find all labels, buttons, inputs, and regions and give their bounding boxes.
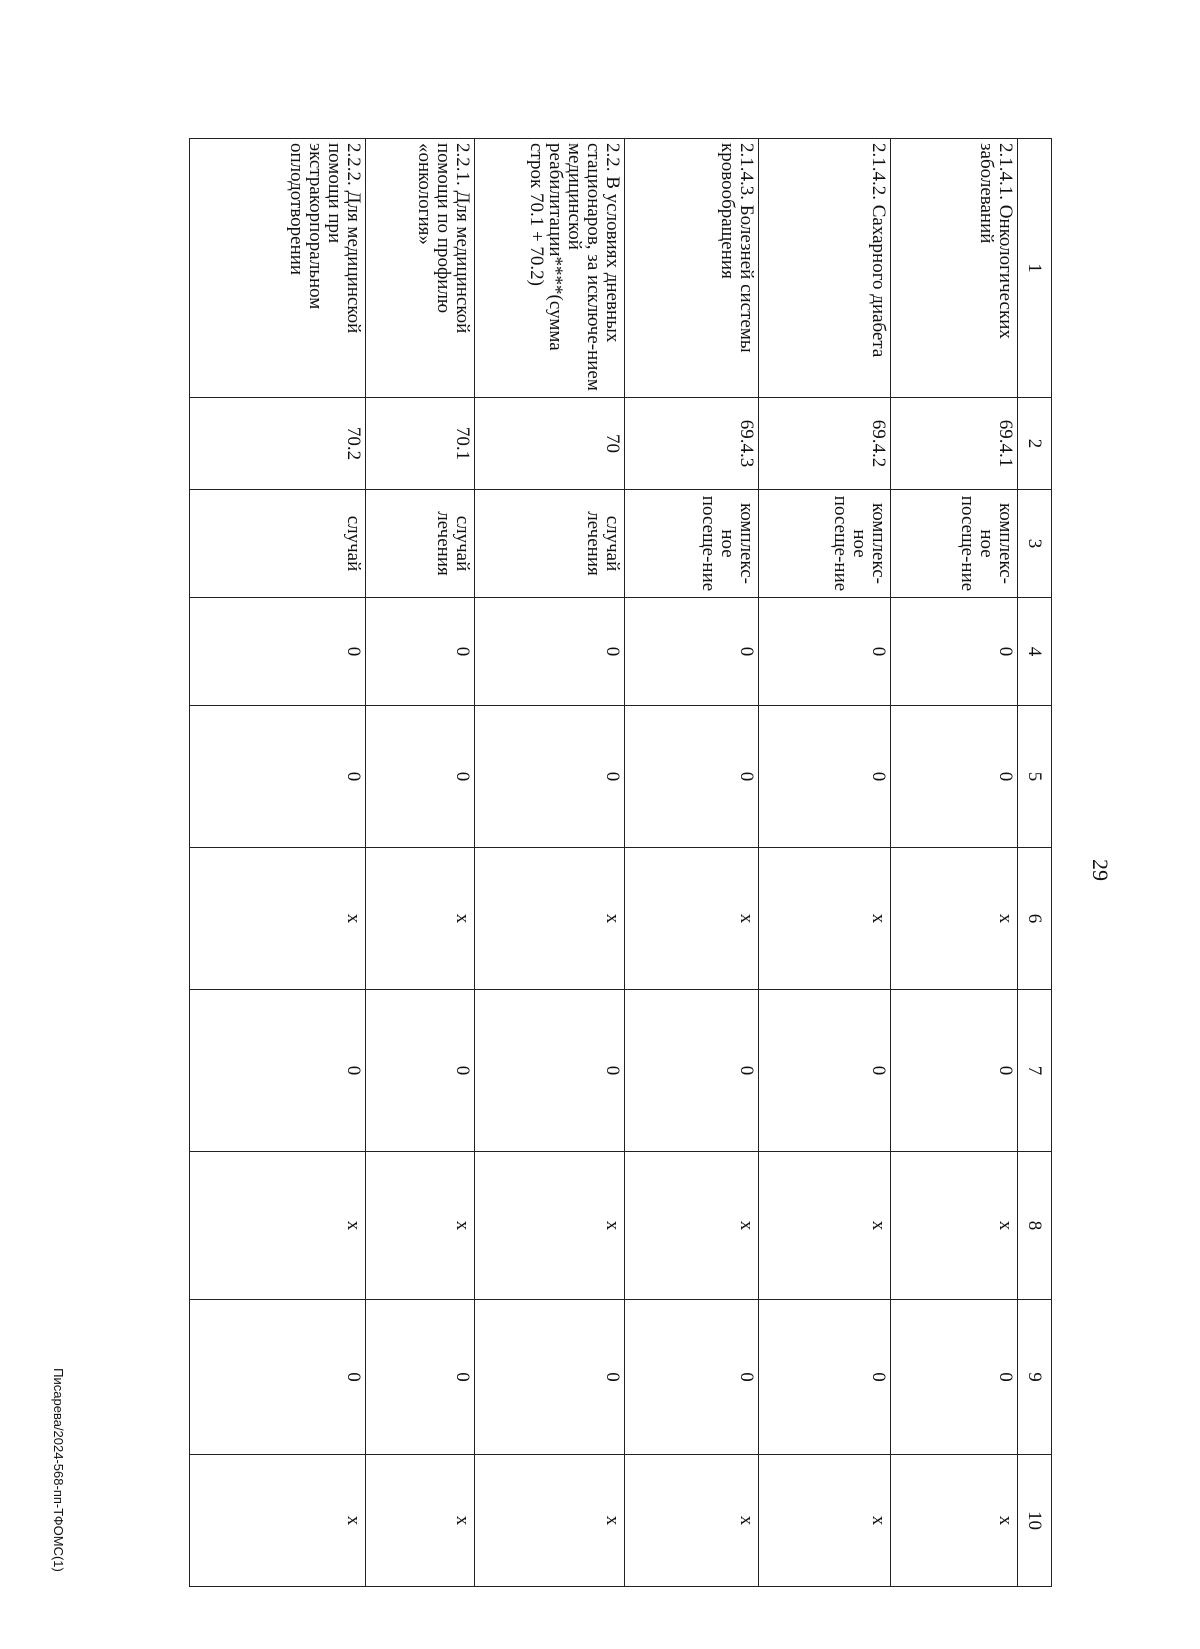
row-code: 69.4.3 [625,398,759,490]
row-value: 0 [759,1300,891,1455]
row-value: 0 [366,598,475,706]
row-code: 70 [475,398,625,490]
header-cell: 5 [1018,706,1052,848]
header-cell: 3 [1018,490,1052,598]
row-value: х [891,1152,1018,1300]
row-value: х [366,1152,475,1300]
row-name: 2.1.4.3. Болезней системы кровообращения [625,139,759,398]
row-unit: случай лечения [366,490,475,598]
row-code: 70.2 [190,398,366,490]
header-cell: 4 [1018,598,1052,706]
header-cell: 2 [1018,398,1052,490]
row-value: 0 [891,990,1018,1152]
row-value: 0 [625,706,759,848]
table-row [625,139,759,1587]
table-row [366,139,475,1587]
row-value: х [475,848,625,990]
row-name: 2.1.4.2. Сахарного диабета [759,139,891,398]
row-value: х [475,1152,625,1300]
header-cell: 1 [1018,139,1052,398]
row-name: 2.2. В условиях дневных стационаров, за исключе-нием медицинской реабилитации****(сумма строк 70.1 + 70.2) [475,139,625,398]
row-value: х [366,848,475,990]
row-unit: комплекс-ное посеще-ние [759,490,891,598]
header-cell: 8 [1018,1152,1052,1300]
header-row [1018,139,1052,1587]
row-value: х [759,1152,891,1300]
row-value: 0 [625,1300,759,1455]
row-value: х [190,848,366,990]
row-value: 0 [759,706,891,848]
row-value: х [891,1455,1018,1587]
row-value: 0 [891,706,1018,848]
table-row [475,139,625,1587]
row-value: х [891,848,1018,990]
row-value: х [625,1455,759,1587]
header-cell: 6 [1018,848,1052,990]
row-value: 0 [625,598,759,706]
row-value: 0 [366,990,475,1152]
row-code: 70.1 [366,398,475,490]
data-table [189,138,1052,1587]
row-value: х [190,1455,366,1587]
row-value: х [625,1152,759,1300]
row-value: х [475,1455,625,1587]
rotated-table-wrapper [190,138,1052,1586]
row-value: 0 [475,990,625,1152]
page-number: 29 [1088,859,1113,881]
row-name: 2.1.4.1. Онкологических заболеваний [891,139,1018,398]
row-value: х [759,1455,891,1587]
row-value: х [190,1152,366,1300]
row-unit: случай лечения [475,490,625,598]
row-value: 0 [190,598,366,706]
table-row [759,139,891,1587]
row-value: х [366,1455,475,1587]
table-row [190,139,366,1587]
header-cell: 9 [1018,1300,1052,1455]
row-unit: комплекс-ное посеще-ние [625,490,759,598]
row-value: 0 [759,598,891,706]
header-cell: 7 [1018,990,1052,1152]
row-value: 0 [891,1300,1018,1455]
row-name: 2.2.1. Для медицинской помощи по профилю «онкология» [366,139,475,398]
row-value: х [625,848,759,990]
row-name: 2.2.2. Для медицинской помощи при экстракорпоральном оплодотворении [190,139,366,398]
row-value: 0 [190,1300,366,1455]
row-value: 0 [366,706,475,848]
row-value: 0 [475,706,625,848]
row-code: 69.4.2 [759,398,891,490]
row-value: 0 [190,706,366,848]
row-code: 69.4.1 [891,398,1018,490]
row-value: 0 [475,598,625,706]
row-value: 0 [475,1300,625,1455]
row-value: х [759,848,891,990]
row-value: 0 [625,990,759,1152]
row-unit: случай [190,490,366,598]
header-cell: 10 [1018,1455,1052,1587]
row-value: 0 [759,990,891,1152]
row-value: 0 [190,990,366,1152]
row-value: 0 [366,1300,475,1455]
table-row [891,139,1018,1587]
document-footer-id: Писарева/2024-568-пп-ТФОМС(1) [51,1368,66,1572]
row-unit: комплекс-ное посеще-ние [891,490,1018,598]
row-value: 0 [891,598,1018,706]
